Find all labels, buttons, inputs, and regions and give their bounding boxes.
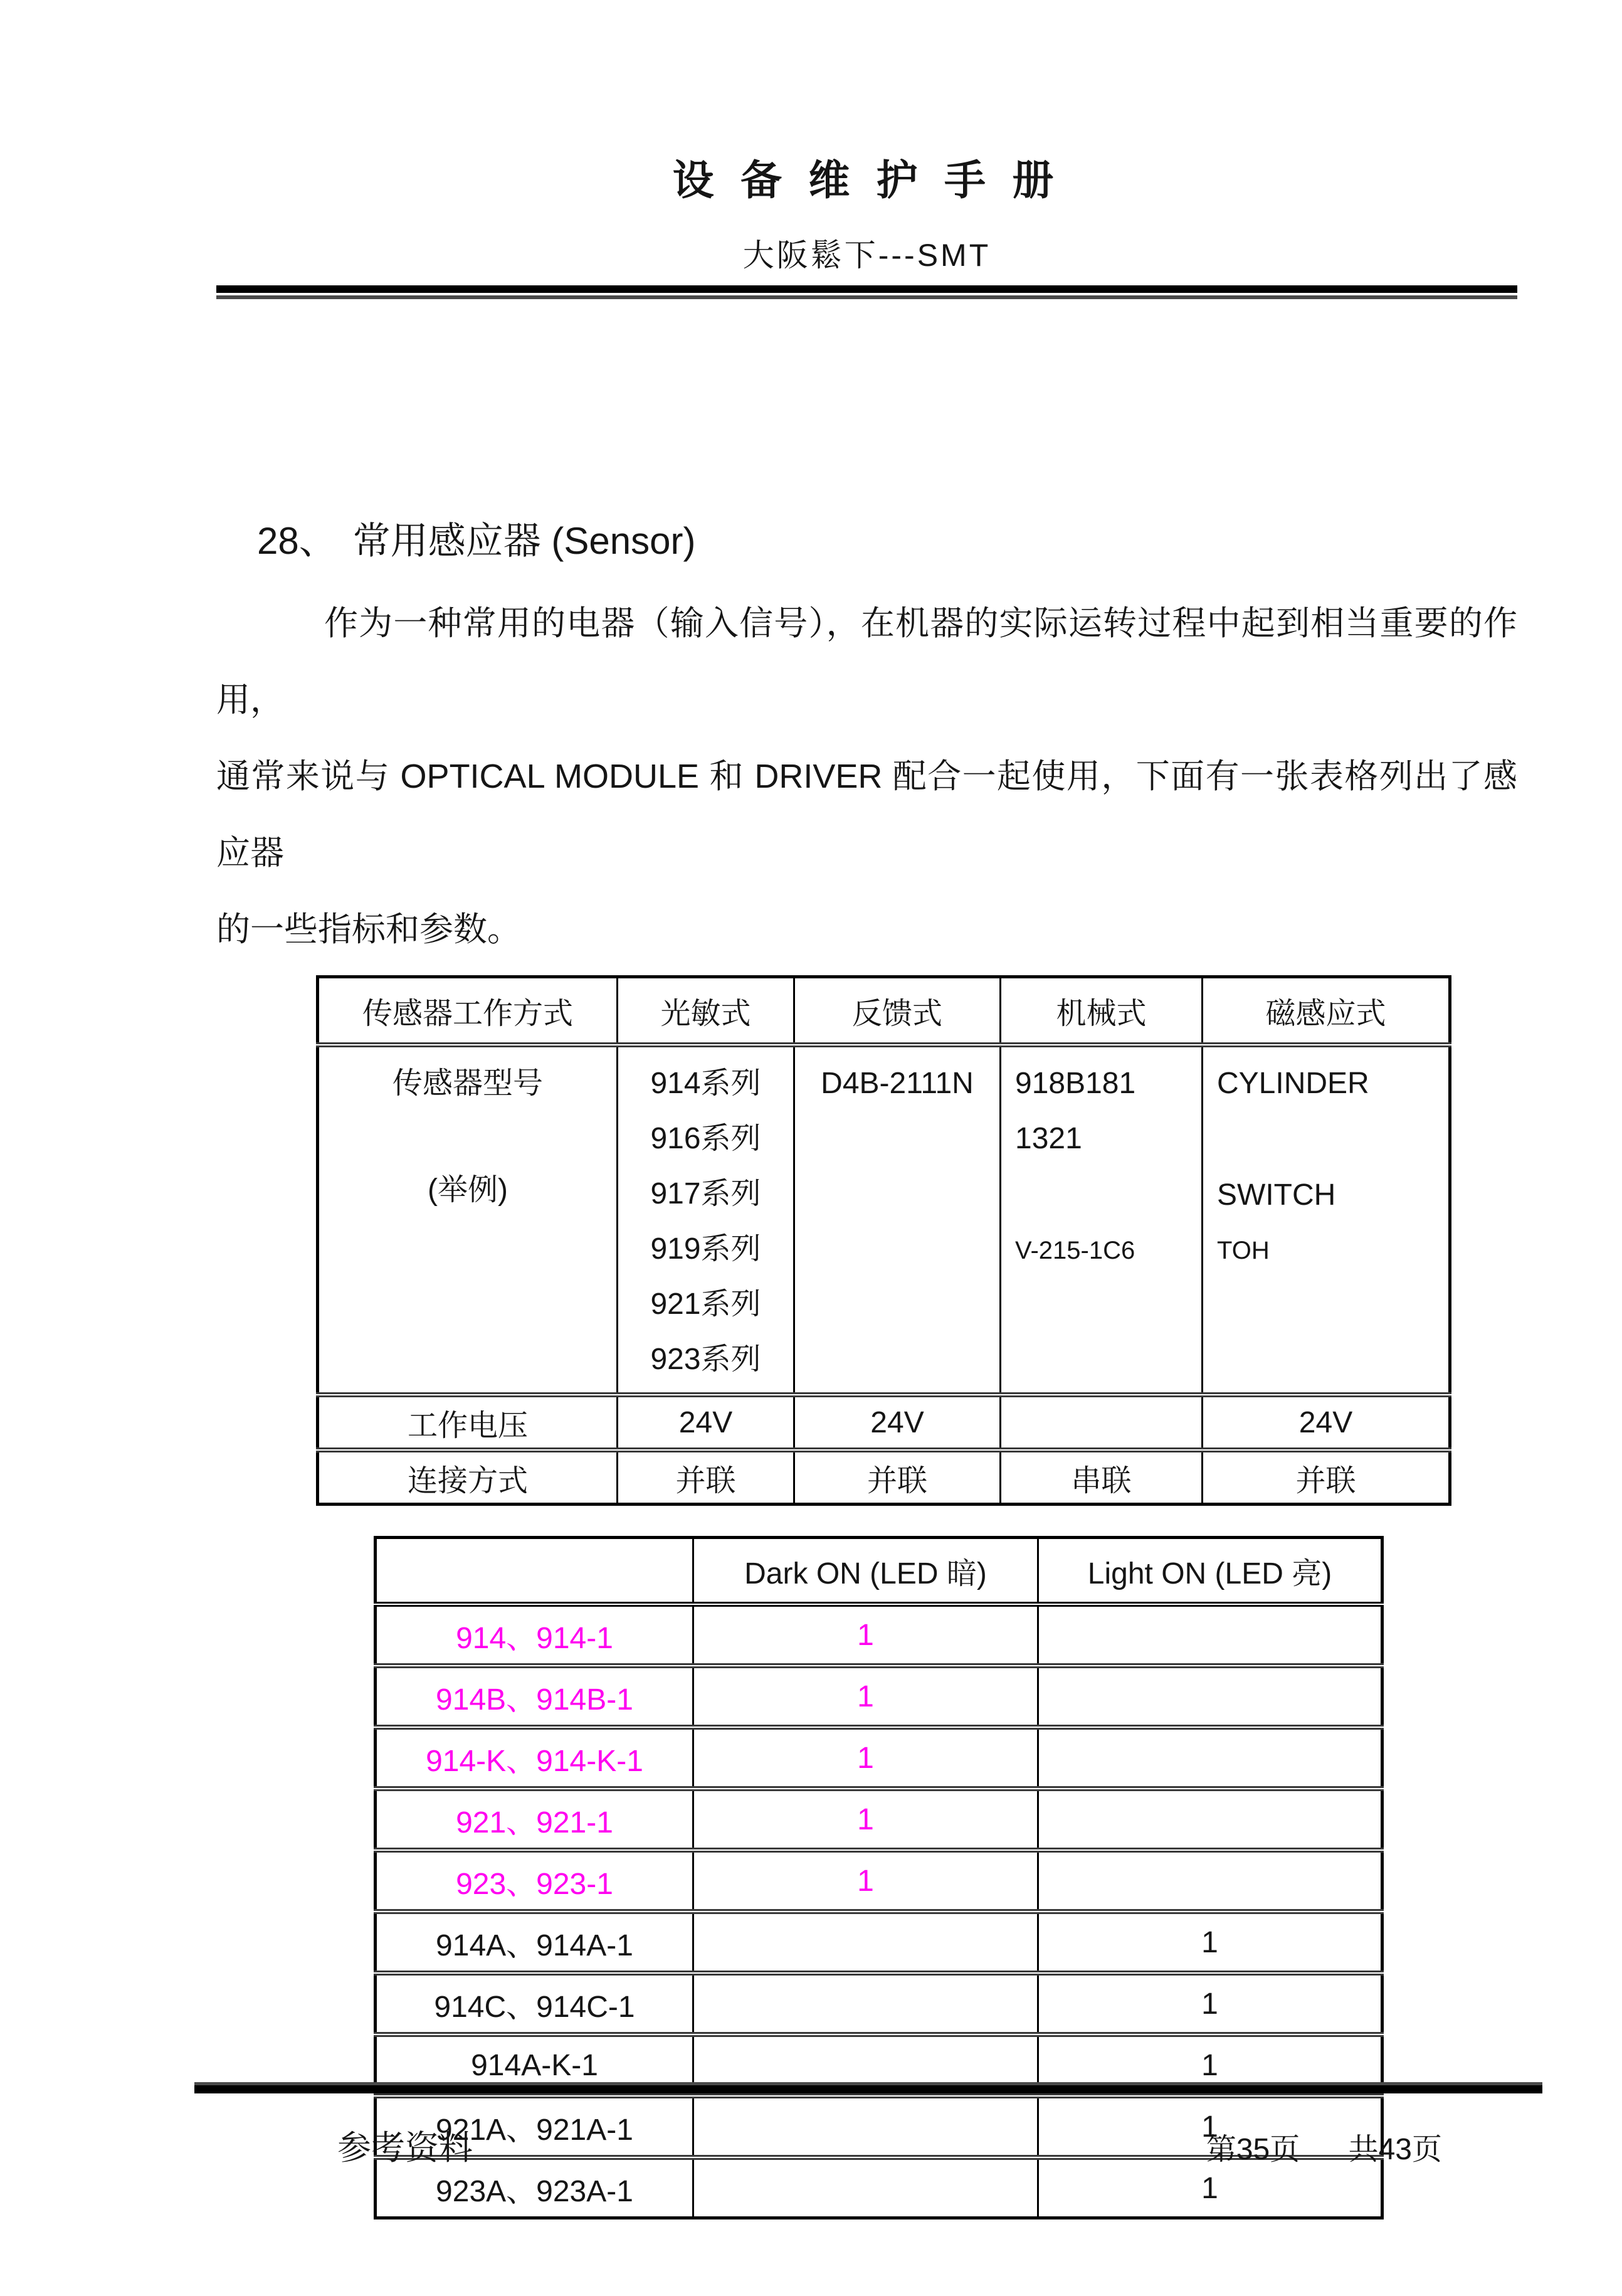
- feedback-model-cell: [794, 1045, 1001, 1395]
- model-row-label-cell: [318, 1045, 618, 1395]
- voltage-row-label: 工作电压: [318, 1395, 618, 1450]
- table-row: [376, 1850, 1382, 1912]
- dark-on-cell: [693, 1912, 1038, 1973]
- column-header-work-mode: 传感器工作方式: [318, 977, 618, 1045]
- mechanical-model: V-215-1C6: [1015, 1237, 1135, 1265]
- voltage-value: 24V: [618, 1395, 794, 1450]
- mechanical-model: 1321: [1015, 1122, 1082, 1156]
- header-rule: [216, 285, 1517, 299]
- photo-series-cell: [618, 1045, 794, 1395]
- column-header-feedback: 反馈式: [794, 977, 1001, 1045]
- connection-value: 并联: [794, 1450, 1001, 1505]
- section-number: 28、: [257, 520, 337, 563]
- document-subtitle: 大阪鬆下---SMT: [742, 238, 991, 273]
- column-header-dark-on: Dark ON (LED 暗): [693, 1538, 1038, 1605]
- table-header-row: [318, 977, 1450, 1045]
- dark-on-cell: 1: [693, 1666, 1038, 1727]
- dark-on-cell: 1: [693, 1850, 1038, 1912]
- mechanical-model-cell: [1001, 1045, 1203, 1395]
- paragraph-line: 通常来说与 OPTICAL MODULE 和 DRIVER 配合一起使用，下面有一张表格列出了感应器: [216, 758, 1517, 872]
- light-on-cell: 1: [1038, 1912, 1382, 1973]
- magnetic-model-cell: [1203, 1045, 1450, 1395]
- series-item: 917系列: [650, 1177, 761, 1211]
- magnetic-model: SWITCH: [1217, 1178, 1336, 1212]
- column-header-mechanical: 机械式: [1001, 977, 1203, 1045]
- table-row: [376, 1666, 1382, 1727]
- footer-text-row: [194, 2121, 1542, 2169]
- connection-value: 并联: [618, 1450, 794, 1505]
- sensor-spec-table: [316, 975, 1451, 1506]
- table-row: [376, 1912, 1382, 1973]
- light-on-cell: 1: [1038, 2157, 1382, 2218]
- current-page-label: 第35页: [1206, 2133, 1300, 2166]
- column-header-light-on: Light ON (LED 亮): [1038, 1538, 1382, 1605]
- table-header-row: [376, 1538, 1382, 1605]
- series-item: 921系列: [650, 1288, 761, 1321]
- section-title: 常用感应器 (Sensor): [352, 520, 696, 563]
- light-on-cell: 1: [1038, 2096, 1382, 2157]
- model-cell: 914-K、914-K-1: [376, 1727, 693, 1789]
- voltage-value: 24V: [1203, 1395, 1450, 1450]
- series-item: 923系列: [650, 1343, 761, 1377]
- table-row: [376, 1789, 1382, 1850]
- connection-row-label: 连接方式: [318, 1450, 618, 1505]
- footer-reference-label: 参考资料: [337, 2129, 473, 2167]
- magnetic-model: CYLINDER: [1217, 1067, 1369, 1101]
- column-header-photosensitive: 光敏式: [618, 977, 794, 1045]
- model-number-row: [318, 1045, 1450, 1395]
- model-cell: 914A-K-1: [376, 2034, 693, 2096]
- connection-value: 串联: [1001, 1450, 1203, 1505]
- voltage-value: 24V: [794, 1395, 1001, 1450]
- feedback-model: D4B-2111N: [821, 1067, 974, 1101]
- total-pages-label: 共43页: [1348, 2133, 1442, 2166]
- column-header-model: [376, 1538, 693, 1605]
- light-on-cell: [1038, 1789, 1382, 1850]
- header-rule-thick-line: [216, 285, 1517, 293]
- footer-rule-thick-line: [194, 2085, 1542, 2093]
- series-item: 916系列: [650, 1122, 761, 1156]
- mechanical-model: 918B181: [1015, 1067, 1136, 1101]
- model-cell: 921、921-1: [376, 1789, 693, 1850]
- light-on-cell: 1: [1038, 1973, 1382, 2034]
- connection-row: [318, 1450, 1450, 1505]
- table-row: [376, 1973, 1382, 2034]
- dark-on-cell: 1: [693, 1604, 1038, 1666]
- light-on-cell: [1038, 1604, 1382, 1666]
- dark-on-cell: [693, 1973, 1038, 2034]
- light-on-cell: [1038, 1727, 1382, 1789]
- model-row-label: 传感器型号: [392, 1067, 543, 1101]
- page-number-group: [1206, 2125, 1442, 2168]
- model-cell: 914、914-1: [376, 1604, 693, 1666]
- light-on-cell: [1038, 1666, 1382, 1727]
- connection-value: 并联: [1203, 1450, 1450, 1505]
- paragraph-line: 作为一种常用的电器（输入信号），在机器的实际运转过程中起到相当重要的作用，: [216, 605, 1517, 719]
- model-cell: 921A、921A-1: [376, 2096, 693, 2157]
- table-row: [376, 1604, 1382, 1666]
- page-footer: [194, 2082, 1542, 2169]
- model-cell: 914A、914A-1: [376, 1912, 693, 1973]
- table-row: [376, 1727, 1382, 1789]
- model-cell: 923、923-1: [376, 1850, 693, 1912]
- model-cell: 914B、914B-1: [376, 1666, 693, 1727]
- dark-on-cell: 1: [693, 1789, 1038, 1850]
- model-cell: 923A、923A-1: [376, 2157, 693, 2218]
- intro-paragraph: [216, 585, 1517, 968]
- light-on-cell: 1: [1038, 2034, 1382, 2096]
- paragraph-line: 的一些指标和参数。: [216, 911, 521, 949]
- series-item: 919系列: [650, 1232, 761, 1266]
- series-item: 914系列: [650, 1067, 761, 1101]
- voltage-value: [1001, 1395, 1203, 1450]
- footer-rule: [194, 2082, 1542, 2093]
- section-heading: [257, 519, 1517, 564]
- dark-on-cell: 1: [693, 1727, 1038, 1789]
- column-header-magnetic: 磁感应式: [1203, 977, 1450, 1045]
- model-row-sublabel: (举例): [428, 1173, 508, 1207]
- model-cell: 914C、914C-1: [376, 1973, 693, 2034]
- light-on-cell: [1038, 1850, 1382, 1912]
- magnetic-model: TOH: [1217, 1237, 1270, 1265]
- header-rule-thin-line: [216, 295, 1517, 299]
- document-title: 设 备 维 护 手 册: [672, 157, 1061, 203]
- voltage-row: [318, 1395, 1450, 1450]
